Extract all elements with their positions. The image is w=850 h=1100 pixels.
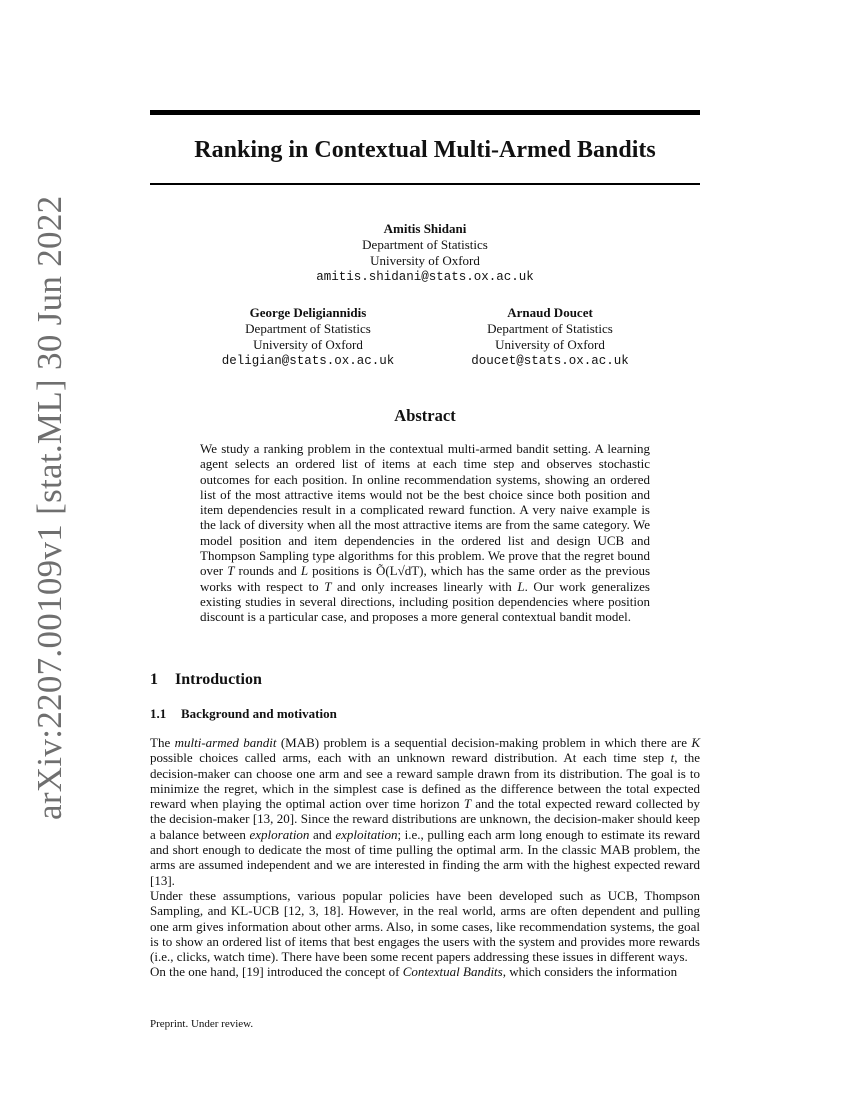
paragraph: On the one hand, [19] introduced the concept of Contextual Bandits, which considers the information (150, 964, 678, 980)
arxiv-identifier: arXiv:2207.00109v1 [stat.ML] 30 Jun 2022 (30, 195, 69, 820)
author-department: Department of Statistics (362, 237, 488, 252)
author-email[interactable]: deligian@stats.ox.ac.uk (221, 354, 395, 368)
subsection-heading: 1.1 Background and motivation (150, 706, 337, 721)
author-name: George Deligiannidis (249, 305, 367, 320)
author-name: Amitis Shidani (383, 221, 467, 236)
author-email[interactable]: doucet@stats.ox.ac.uk (471, 354, 629, 368)
introduction-body (150, 735, 700, 980)
regret-bound-formula: Õ(L√dT) (375, 563, 424, 579)
footer-note: Preprint. Under review. (150, 1018, 254, 1030)
author-affiliation: University of Oxford (495, 337, 605, 352)
title-rule-top (150, 110, 700, 115)
title-rule-bottom (150, 183, 700, 185)
author-department: Department of Statistics (245, 321, 371, 336)
author-affiliation: University of Oxford (253, 337, 363, 352)
author-department: Department of Statistics (487, 321, 613, 336)
paper-title: Ranking in Contextual Multi-Armed Bandits (194, 137, 656, 163)
section-heading: 1 Introduction (150, 671, 262, 688)
author-email[interactable]: amitis.shidani@stats.ox.ac.uk (316, 270, 534, 284)
paragraph: The multi-armed bandit (MAB) problem is a sequential decision-making problem in which there are K possible choices called arms, each with an unknown reward distribution. At each time step t, the decision-maker can choose one arm and see a reward sample drawn from its distribution. The goal is to minimize the regret, which in the simplest case is defined as the difference between the total expected reward when playing the optimal action over time horizon T and the total expected reward collected by the decision-maker [13, 20]. Since the reward distributions are unknown, the decision-maker should keep a balance between exploration and exploitation; i.e., pulling each arm long enough to estimate its reward and short enough to dedicate the most of time pulling the optimal arm. In the classic MAB problem, the arms are assumed independent and we are interested in finding the arm with the highest expected reward [13]. (150, 735, 701, 888)
abstract-text: We study a ranking problem in the contextual multi-armed bandit setting. A learning agent selects an ordered list of items at each time step and observes stochastic outcomes for each position. In online recommendation systems, showing an ordered list of the most attractive items would not be the best choice since both position and item dependencies result in a complicated reward function. A very naive example is the lack of diversity when all the most attractive items are from the same category. We model position and item dependencies in the ordered list and design UCB and Thompson Sampling type algorithms for this problem. We prove that the regret bound over T rounds and L positions is Õ(L√dT), which has the same order as the previous works with respect to T and only increases linearly with L. Our work generalizes existing studies in several directions, including position dependencies where position discount is a particular case, and proposes a more general contextual bandit model. (200, 441, 651, 625)
author-affiliation: University of Oxford (370, 253, 480, 268)
author-name: Arnaud Doucet (507, 305, 593, 320)
author-block-1 (275, 221, 575, 285)
paragraph: Under these assumptions, various popular policies have been developed such as UCB, Thompson Sampling, and KL-UCB [12, 3, 18]. However, in the real world, arms are often dependent and pulling one arm gives information about other arms. Also, in some cases, like recommendation systems, the goal is to show an ordered list of items that best engages the users with the system and provides more rewards (i.e., clicks, watch time). There have been some recent papers addressing these issues in different ways. (150, 887, 700, 965)
author-block-3 (400, 305, 700, 369)
abstract-heading: Abstract (394, 406, 456, 425)
